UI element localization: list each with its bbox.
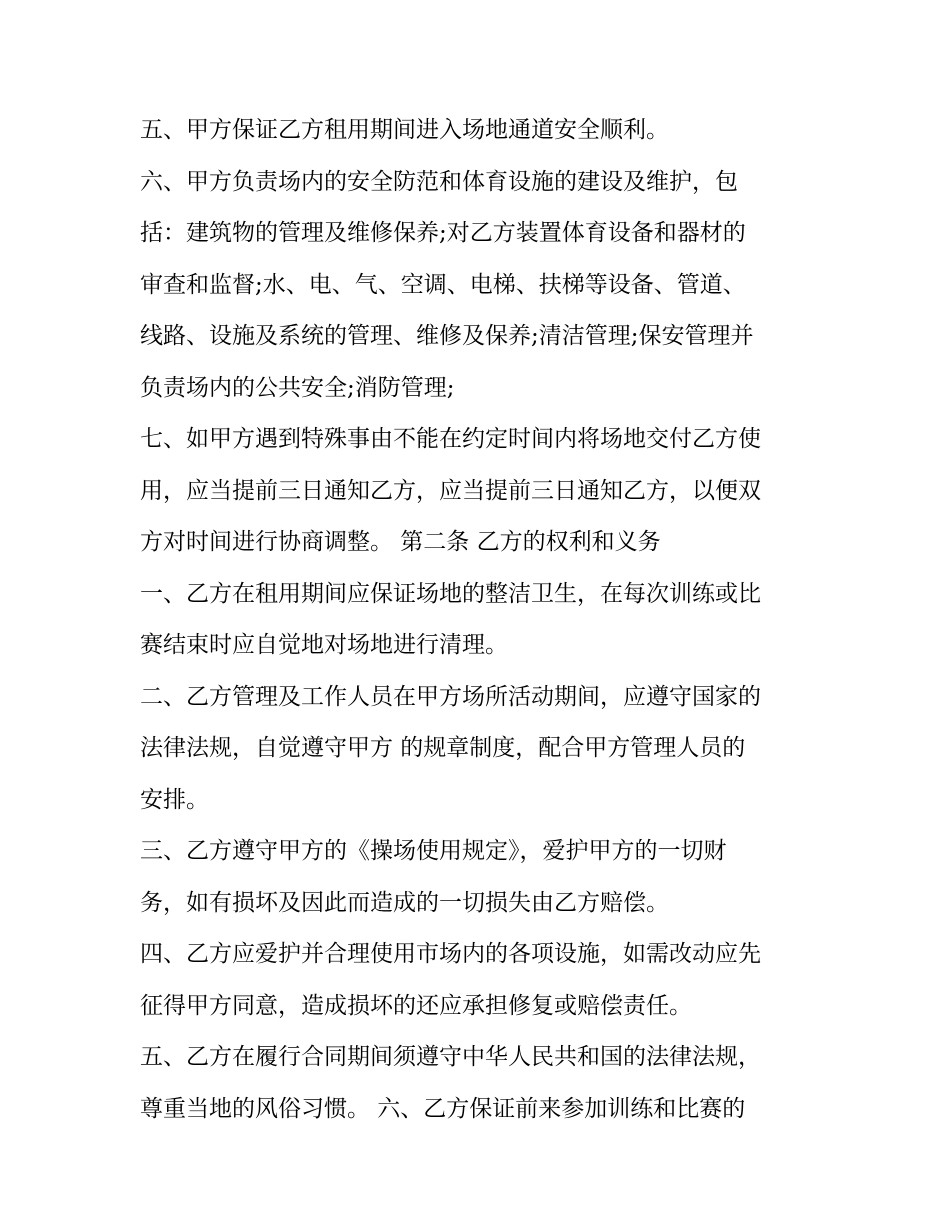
document-body <box>140 105 820 1135</box>
text-line: 尊重当地的风俗习惯。 六、乙方保证前来参加训练和比赛的 <box>140 1095 746 1122</box>
text-line: 五、甲方保证乙方租用期间进入场地通道安全顺利。 <box>140 117 669 143</box>
text-line: 方对时间进行协商调整。 第二条 乙方的权利和义务 <box>140 529 661 555</box>
text-line: 二、乙方管理及工作人员在甲方场所活动期间，应遵守国家的 <box>140 683 761 710</box>
text-line: 括：建筑物的管理及维修保养;对乙方装置体育设备和器材的 <box>140 220 746 246</box>
text-line: 五、乙方在履行合同期间须遵守中华人民共和国的法律法规， <box>140 1044 761 1070</box>
text-line: 线路、设施及系统的管理、维修及保养;清洁管理;保安管理并 <box>140 323 754 349</box>
text-line: 赛结束时应自觉地对场地进行清理。 <box>140 632 508 658</box>
text-line: 一、乙方在租用期间应保证场地的整洁卫生，在每次训练或比 <box>140 580 761 607</box>
text-line: 负责场内的公共安全;消防管理; <box>140 374 455 401</box>
text-line: 审查和监督;水、电、气、空调、电梯、扶梯等设备、管道、 <box>140 271 746 298</box>
text-line: 法律法规，自觉遵守甲方 的规章制度，配合甲方管理人员的 <box>140 735 746 761</box>
text-line: 七、如甲方遇到特殊事由不能在约定时间内将场地交付乙方使 <box>140 426 761 452</box>
text-line: 征得甲方同意，造成损坏的还应承担修复或赔偿责任。 <box>140 992 692 1019</box>
text-line: 安排。 <box>140 786 209 813</box>
text-line: 三、乙方遵守甲方的《操场使用规定》，爱护甲方的一切财 <box>140 838 727 864</box>
text-line: 六、甲方负责场内的安全防范和体育设施的建设及维护，包 <box>140 168 738 195</box>
text-line: 用，应当提前三日通知乙方，应当提前三日通知乙方，以便双 <box>140 477 761 504</box>
text-line: 四、乙方应爱护并合理使用市场内的各项设施，如需改动应先 <box>140 941 761 967</box>
text-line: 务，如有损坏及因此而造成的一切损失由乙方赔偿。 <box>140 889 669 916</box>
